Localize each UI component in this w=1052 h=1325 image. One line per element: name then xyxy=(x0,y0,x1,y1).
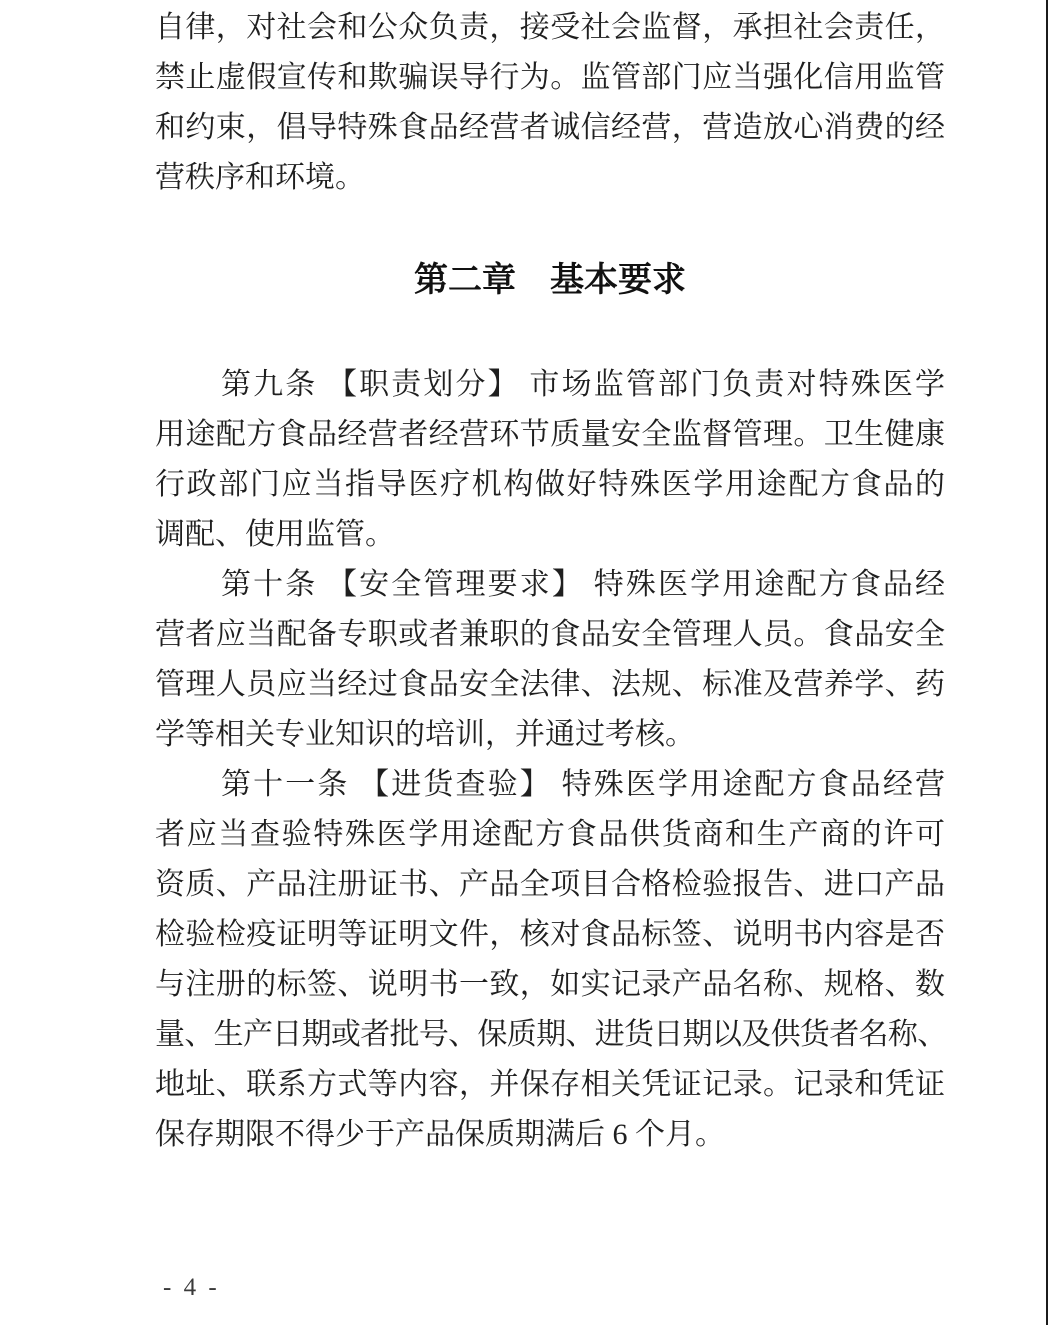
text-line: 调配、使用监管。 xyxy=(155,518,395,551)
text-line: 第十条 【安全管理要求】 特殊医学用途配方食品经 xyxy=(221,568,945,601)
text-line: 者应当查验特殊医学用途配方食品供货商和生产商的许可 xyxy=(155,818,945,851)
text-line: 地址、联系方式等内容，并保存相关凭证记录。记录和凭证 xyxy=(155,1068,945,1101)
paragraph-article-11 xyxy=(155,760,945,1160)
text-line: 自律，对社会和公众负责，接受社会监督，承担社会责任， xyxy=(155,11,945,44)
text-line: 检验检疫证明等证明文件，核对食品标签、说明书内容是否 xyxy=(155,918,945,951)
text-line: 第十一条 【进货查验】 特殊医学用途配方食品经营 xyxy=(221,768,945,801)
text-line: 学等相关专业知识的培训，并通过考核。 xyxy=(155,718,695,751)
paragraph-continuation xyxy=(155,3,945,203)
text-line: 禁止虚假宣传和欺骗误导行为。监管部门应当强化信用监管 xyxy=(155,61,945,94)
text-line: 营者应当配备专职或者兼职的食品安全管理人员。食品安全 xyxy=(155,618,945,651)
text-line: 资质、产品注册证书、产品全项目合格检验报告、进口产品 xyxy=(155,868,945,901)
text-line: 保存期限不得少于产品保质期满后 6 个月。 xyxy=(155,1118,725,1151)
paragraph-article-9 xyxy=(155,360,945,560)
text-line: 用途配方食品经营者经营环节质量安全监督管理。卫生健康 xyxy=(155,418,945,451)
text-line: 与注册的标签、说明书一致，如实记录产品名称、规格、数 xyxy=(155,968,945,1001)
paragraph-article-10 xyxy=(155,560,945,760)
chapter-heading: 第二章 基本要求 xyxy=(414,261,686,299)
page-number: - 4 - xyxy=(163,1274,220,1301)
text-line: 营秩序和环境。 xyxy=(155,161,365,194)
text-block xyxy=(155,3,945,1160)
text-line: 行政部门应当指导医疗机构做好特殊医学用途配方食品的 xyxy=(155,468,945,501)
text-line: 和约束，倡导特殊食品经营者诚信经营，营造放心消费的经 xyxy=(155,111,945,144)
text-line: 管理人员应当经过食品安全法律、法规、标准及营养学、药 xyxy=(155,668,945,701)
text-line: 量、生产日期或者批号、保质期、进货日期以及供货者名称、 xyxy=(155,1018,945,1051)
text-line: 第九条 【职责划分】 市场监管部门负责对特殊医学 xyxy=(221,368,945,401)
scan-edge-line xyxy=(1046,0,1048,1325)
